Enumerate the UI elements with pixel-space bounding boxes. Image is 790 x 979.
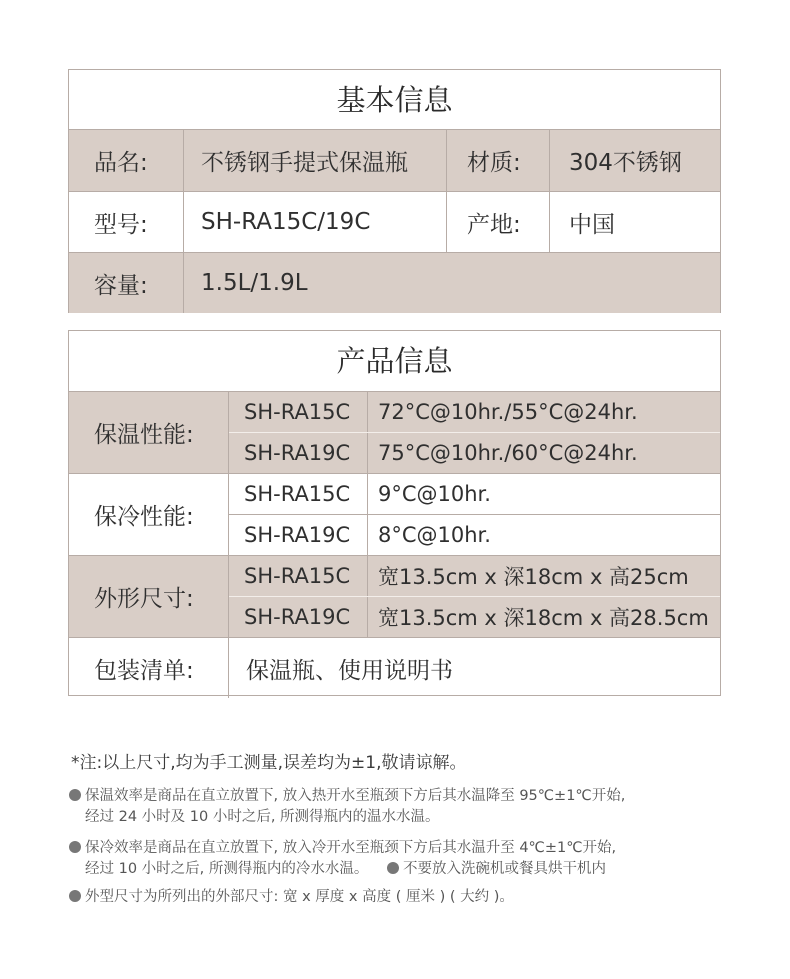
- table-row: [229, 596, 720, 637]
- value-cell: 9°C@10hr.: [367, 474, 720, 514]
- table-row: [69, 252, 720, 313]
- heat-retention-group: [69, 391, 720, 473]
- cold-retention-label: 保冷性能:: [94, 504, 194, 530]
- note-cold: [69, 838, 616, 859]
- measurement-note: *注:以上尺寸,均为手工测量,误差均为±1,敬请谅解。: [71, 753, 467, 773]
- value-cell: 8°C@10hr.: [367, 515, 720, 555]
- bullet-icon: [69, 789, 81, 801]
- note-cold-cont: [69, 859, 606, 880]
- value-cell: 宽13.5cm x 深18cm x 高28.5cm: [367, 597, 720, 637]
- packing-list-value: 保温瓶、使用说明书: [228, 638, 720, 698]
- dimensions-label: 外形尺寸:: [94, 586, 194, 612]
- bullet-icon: [69, 890, 81, 902]
- value-capacity: 1.5L/1.9L: [183, 253, 720, 313]
- model-cell: SH-RA19C: [244, 523, 351, 547]
- heat-retention-label: 保温性能:: [94, 422, 194, 448]
- label-capacity: 容量:: [94, 272, 148, 299]
- model-cell: SH-RA19C: [244, 605, 351, 629]
- note-text: 经过 10 小时之后, 所测得瓶内的冷水水温。: [85, 861, 369, 877]
- bullet-icon: [69, 841, 81, 853]
- value-model: SH-RA15C/19C: [183, 192, 446, 252]
- table-row: [69, 130, 720, 191]
- label-material: 材质:: [446, 130, 549, 191]
- value-material: 304不锈钢: [549, 130, 720, 191]
- basic-info-table: [68, 69, 721, 313]
- table-row: [229, 514, 720, 555]
- table-row: [69, 191, 720, 252]
- note-text: 保冷效率是商品在直立放置下, 放入冷开水至瓶颈下方后其水温升至 4℃±1℃开始,: [85, 840, 617, 856]
- note-dimensions: [69, 887, 514, 908]
- label-name: 品名:: [94, 150, 148, 176]
- product-info-table: [68, 330, 721, 696]
- value-name: 不锈钢手提式保温瓶: [183, 130, 446, 191]
- table-row: [229, 556, 720, 596]
- table-row: [229, 432, 720, 473]
- table-row: [229, 392, 720, 432]
- value-origin: 中国: [549, 192, 720, 252]
- dimensions-group: [69, 555, 720, 637]
- label-origin: 产地:: [446, 192, 549, 252]
- value-cell: 72°C@10hr./55°C@24hr.: [367, 392, 720, 432]
- note-text: 不要放入洗碗机或餐具烘干机内: [403, 861, 606, 877]
- cold-retention-group: [69, 473, 720, 555]
- table-row: [229, 474, 720, 514]
- bullet-icon: [387, 862, 399, 874]
- note-text: 外型尺寸为所列出的外部尺寸: 宽 x 厚度 x 高度 ( 厘米 ) ( 大约 )。: [85, 889, 514, 905]
- label-model: 型号:: [94, 211, 148, 238]
- value-cell: 75°C@10hr./60°C@24hr.: [367, 433, 720, 473]
- packing-list-label: 包装清单:: [94, 657, 194, 684]
- note-text: 保温效率是商品在直立放置下, 放入热开水至瓶颈下方后其水温降至 95℃±1℃开始,: [85, 788, 626, 804]
- value-cell: 宽13.5cm x 深18cm x 高25cm: [367, 556, 720, 596]
- model-cell: SH-RA15C: [244, 400, 351, 424]
- model-cell: SH-RA19C: [244, 441, 351, 465]
- note-heat: [69, 786, 625, 807]
- product-info-title: 产品信息: [336, 344, 453, 378]
- basic-info-title: 基本信息: [69, 70, 720, 130]
- model-cell: SH-RA15C: [244, 564, 351, 588]
- note-heat-cont: 经过 24 小时及 10 小时之后, 所测得瓶内的温水水温。: [85, 809, 440, 825]
- model-cell: SH-RA15C: [244, 482, 351, 506]
- packing-list-row: [69, 637, 720, 698]
